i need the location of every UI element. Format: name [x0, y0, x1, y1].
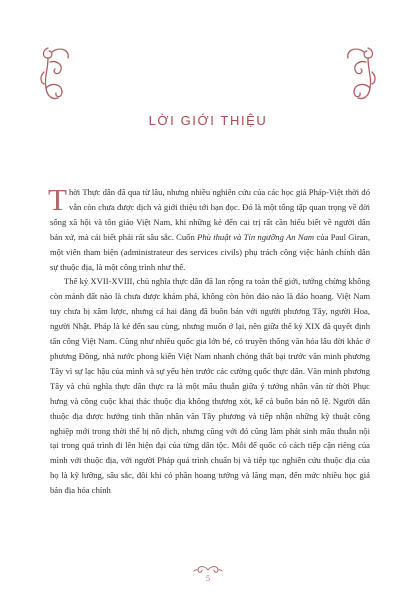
- page-title: LỜI GIỚI THIỆU: [148, 113, 268, 128]
- paragraph-intro-tail: của Paul Giran, một viên tham biện (administrateur des services civils) phụ trách công việc hành chính dân sự thuộc địa, là một công trình như thế.: [50, 231, 370, 272]
- page-number: 5: [206, 574, 210, 583]
- corner-ornament-left-icon: [40, 42, 74, 108]
- paragraph-history: Thế kỷ XVII-XVIII, chủ nghĩa thực dân đã lan rộng ra toàn thế giới, tưởng chừng không còn mảnh đất nào là chưa được khám phá, không còn hòn đảo nào là đảo hoang. Việt Nam tuy chưa bị xâm lược, nhưng cả hai đàng đã buôn bán với người phương Tây, người Hoa, người Nhật. Pháp là kẻ đến sau cùng, nhưng muốn ở lại, nên giữa thế kỷ XIX đã quyết định tấn công Việt Nam. Cũng như nhiều quốc gia lớn bé, có truyền thống văn hóa lâu đời khác ở phương Đông, nhà nước phong kiến Việt Nam nhanh chóng thất bại trước văn minh phương Tây vì sự lạc hậu của mình và sự yếu hèn trước các cường quốc thực dân. Văn minh phương Tây và chủ nghĩa thực dân thực ra là một mâu thuẫn giữa ý tưởng nhân văn từ thời Phục hưng và công cuộc khai thác thuộc địa không thương xót, kể cả buôn bán nô lệ. Người dân thuộc địa được hưởng tinh thần nhân văn Tây phương và tiếp nhận những kỹ thuật công nghiệp mới trong thời thế bị nô dịch, nhưng cũng với đó cũng làm phát sinh mâu thuẫn nội tại trong quá trình đi lên hiện đại của từng dân tộc. Mỗi đế quốc có cách tiếp cận riêng của mình với thuộc địa, với người Pháp quá trình chuẩn bị và tiếp tục nghiên cứu thuộc địa của họ là kỹ lưỡng, sâu sắc, đôi khi có phần hoang tưởng và lãng mạn, đến mức nhiều học giả bản địa hóa chính: [50, 276, 370, 496]
- paragraph-intro: [48, 182, 370, 274]
- drop-cap: T: [48, 182, 67, 217]
- body-text: [48, 182, 370, 498]
- corner-ornament-right-icon: [342, 42, 376, 108]
- book-title: Phù thuật và Tín ngưỡng An Nam: [197, 231, 315, 242]
- paragraph-intro-text: hời Thực dân đã qua từ lâu, nhưng nhiều nghiên cứu của các học giả Pháp-Việt thời đó vẫn còn chưa được dịch và giới thiệu tới bạn đọc. Đó là một tổng tập quan trọng về đời sống xã hội và tôn giáo Việt Nam, khi những kẻ đến cai trị rất cần hiểu biết về người dân bản xứ, mà cái biết phải rất sâu sắc. Cuốn: [50, 187, 370, 242]
